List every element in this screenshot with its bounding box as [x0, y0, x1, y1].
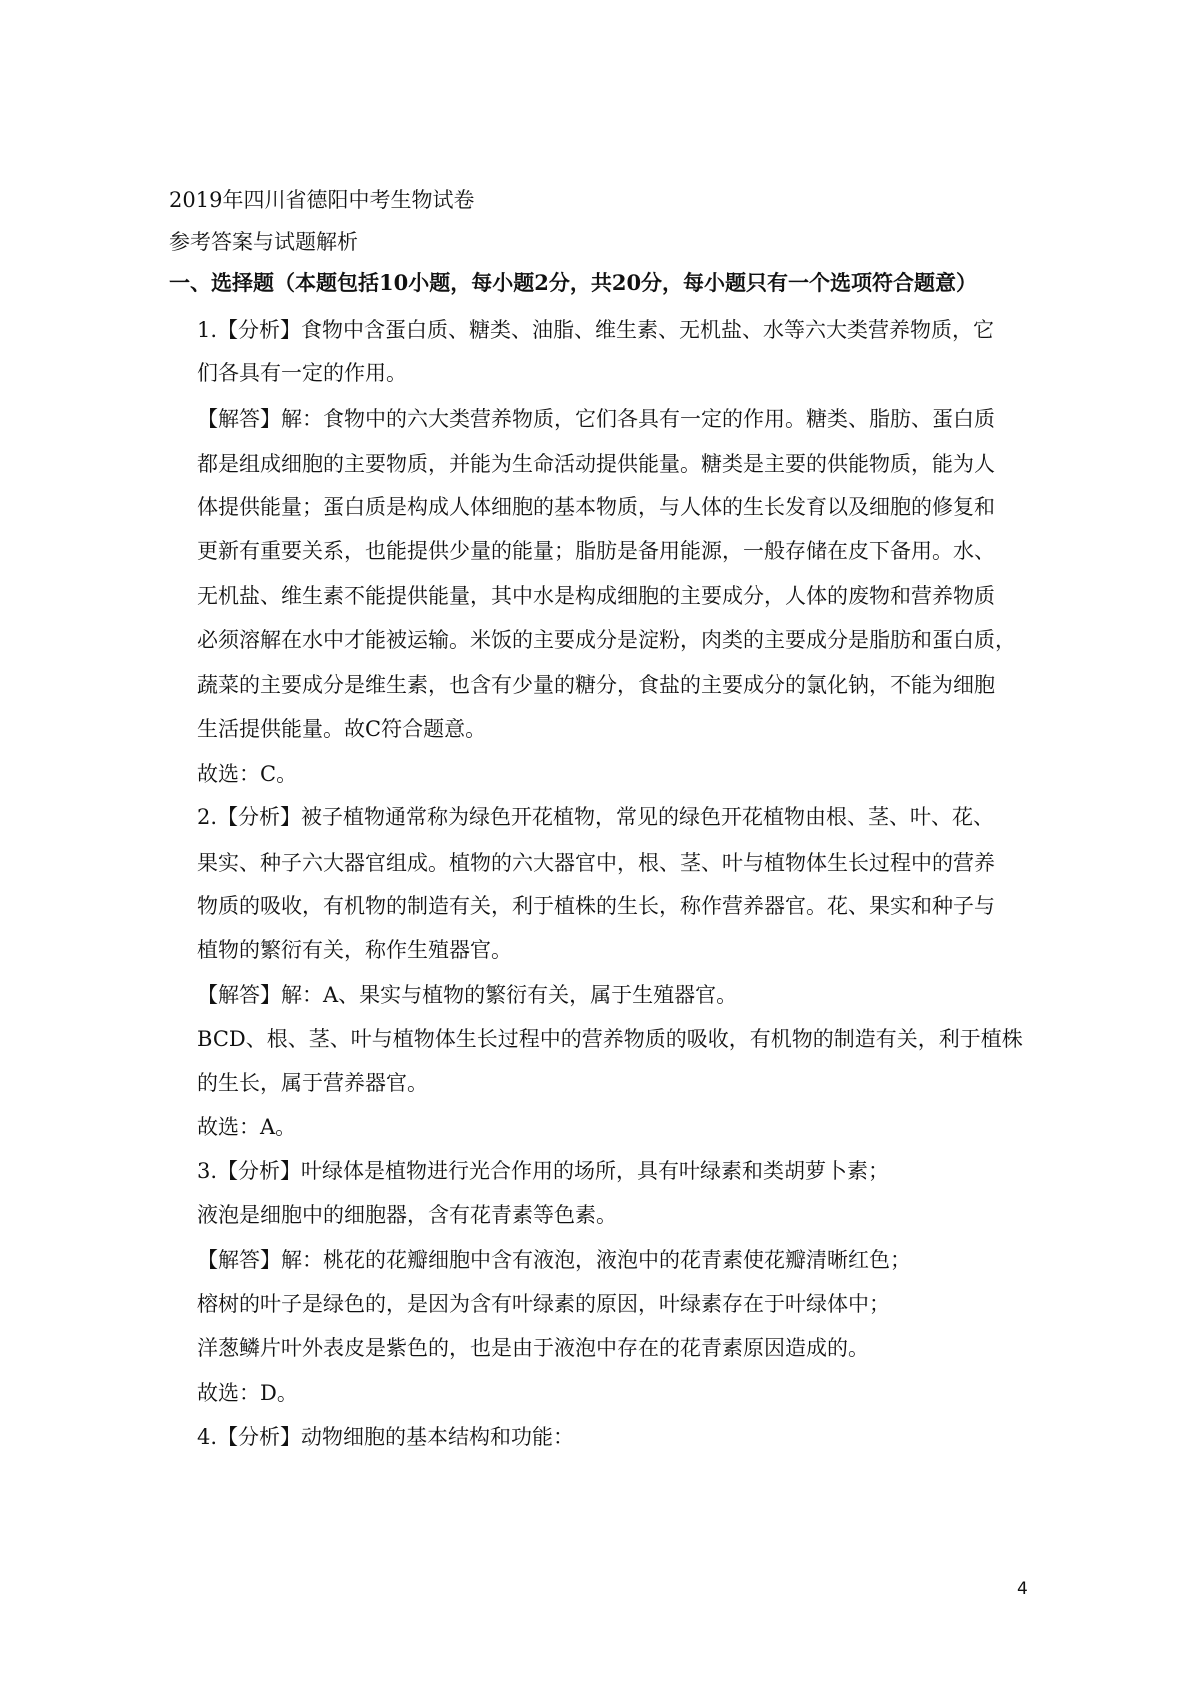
q1-answer-line: 体提供能量；蛋白质是构成人体细胞的基本物质，与人体的生长发育以及细胞的修复和: [197, 495, 995, 519]
q3-analysis-line: 3.【分析】叶绿体是植物进行光合作用的场所，具有叶绿素和类胡萝卜素；: [197, 1159, 890, 1183]
q1-answer-line: 必须溶解在水中才能被运输。米饭的主要成分是淀粉，肉类的主要成分是脂肪和蛋白质，: [197, 628, 1016, 652]
q3-answer-line: 洋葱鳞片叶外表皮是紫色的，也是由于液泡中存在的花青素原因造成的。: [197, 1336, 869, 1360]
q2-analysis-line: 2.【分析】被子植物通常称为绿色开花植物，常见的绿色开花植物由根、茎、叶、花、: [197, 805, 995, 829]
q2-analysis-line: 物质的吸收，有机物的制造有关，利于植株的生长，称作营养器官。花、果实和种子与: [197, 894, 995, 918]
q2-choice: 故选：A。: [197, 1115, 297, 1139]
q1-answer-line: 都是组成细胞的主要物质，并能为生命活动提供能量。糖类是主要的供能物质，能为人: [197, 452, 995, 476]
doc-subtitle: 参考答案与试题解析: [169, 230, 358, 254]
section-heading: 一、选择题（本题包括10小题，每小题2分，共20分，每小题只有一个选项符合题意）: [169, 270, 978, 295]
q2-analysis-line: 植物的繁衍有关，称作生殖器官。: [197, 938, 512, 962]
q1-answer-line: 【解答】解：食物中的六大类营养物质，它们各具有一定的作用。糖类、脂肪、蛋白质: [197, 407, 995, 431]
q1-answer-line: 更新有重要关系，也能提供少量的能量；脂肪是备用能源，一般存储在皮下备用。水、: [197, 539, 995, 563]
q1-answer-line: 无机盐、维生素不能提供能量，其中水是构成细胞的主要成分，人体的废物和营养物质: [197, 584, 995, 608]
q1-answer-line: 生活提供能量。故C符合题意。: [197, 717, 487, 741]
q2-analysis-line: 果实、种子六大器官组成。植物的六大器官中，根、茎、叶与植物体生长过程中的营养: [197, 851, 995, 875]
page-number: 4: [1017, 1579, 1028, 1599]
q1-choice: 故选：C。: [197, 762, 298, 786]
doc-title: 2019年四川省德阳中考生物试卷: [169, 188, 475, 212]
q2-answer-line: 【解答】解：A、果实与植物的繁衍有关，属于生殖器官。: [197, 983, 738, 1007]
q3-analysis-line: 液泡是细胞中的细胞器，含有花青素等色素。: [197, 1203, 617, 1227]
q3-choice: 故选：D。: [197, 1381, 298, 1405]
q1-analysis-line: 1.【分析】食物中含蛋白质、糖类、油脂、维生素、无机盐、水等六大类营养物质，它: [197, 318, 995, 342]
q4-analysis-line: 4.【分析】动物细胞的基本结构和功能：: [197, 1425, 575, 1449]
q1-analysis-line: 们各具有一定的作用。: [197, 361, 407, 385]
q1-answer-line: 蔬菜的主要成分是维生素，也含有少量的糖分，食盐的主要成分的氯化钠，不能为细胞: [197, 673, 995, 697]
q3-answer-line: 【解答】解：桃花的花瓣细胞中含有液泡，液泡中的花青素使花瓣清晰红色；: [197, 1248, 911, 1272]
q2-answer-line: 的生长，属于营养器官。: [197, 1071, 428, 1095]
q3-answer-line: 榕树的叶子是绿色的，是因为含有叶绿素的原因，叶绿素存在于叶绿体中；: [197, 1292, 890, 1316]
q2-answer-line: BCD、根、茎、叶与植物体生长过程中的营养物质的吸收，有机物的制造有关，利于植株: [197, 1027, 1023, 1051]
